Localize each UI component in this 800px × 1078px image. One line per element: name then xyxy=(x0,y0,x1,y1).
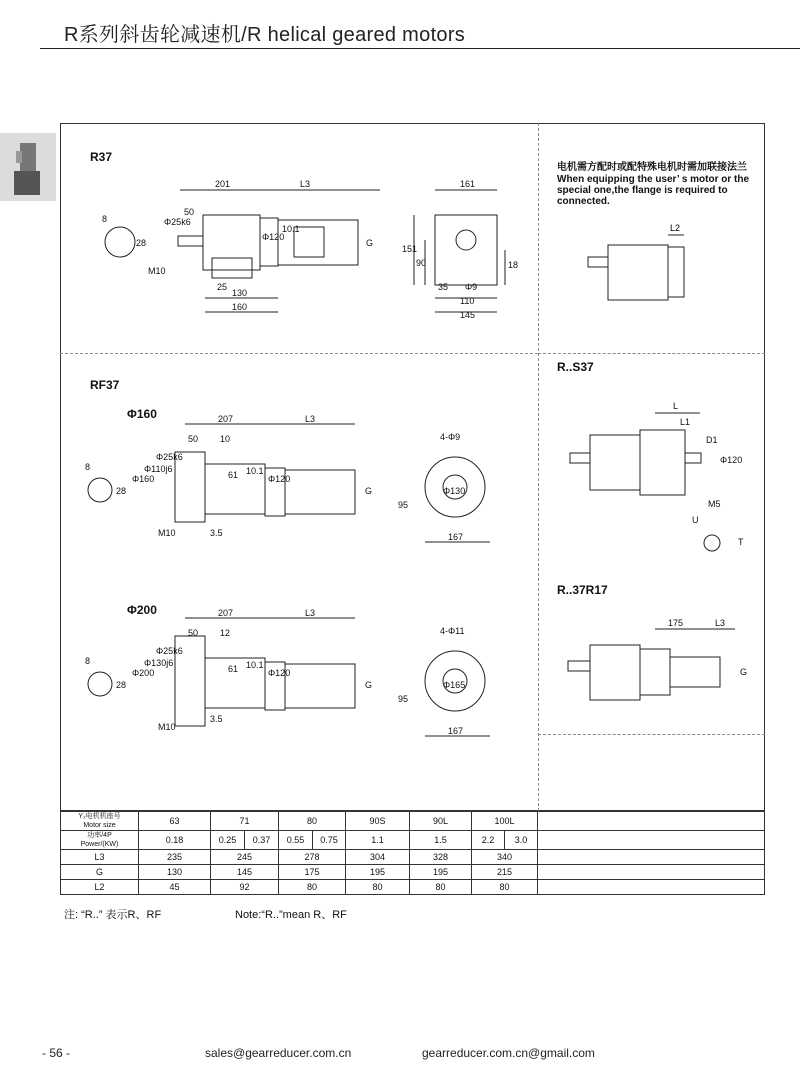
dim-rf200-12: 12 xyxy=(220,628,231,638)
dim-rs37-u: U xyxy=(692,515,699,525)
rs37-drawing xyxy=(560,395,760,565)
dim-rf160-50: 50 xyxy=(188,434,199,444)
dim-rf160-167: 167 xyxy=(448,532,464,542)
dim-rs37-t: T xyxy=(738,537,744,547)
dim-rf160-phi160: Φ160 xyxy=(132,474,155,484)
dim-r37-130: 130 xyxy=(232,288,248,298)
dim-r37-25: 25 xyxy=(217,282,228,292)
table-cell: 92 xyxy=(211,880,279,895)
dim-rf160-phi130: Φ130 xyxy=(443,486,466,496)
table-cell xyxy=(538,831,765,850)
dim-rs37-m5: M5 xyxy=(708,499,721,509)
page-number: - 56 - xyxy=(42,1046,71,1060)
dim-r37-m10: M10 xyxy=(148,266,166,276)
flange-sketch xyxy=(560,215,760,315)
dim-r37-160: 160 xyxy=(232,302,248,312)
gearmotor-thumbnail-icon xyxy=(0,133,56,201)
table-cell xyxy=(538,865,765,880)
header-rule xyxy=(40,48,800,49)
dim-rf200-8: 8 xyxy=(85,656,91,666)
dim-rf200-61: 61 xyxy=(228,664,239,674)
table-cell: 328 xyxy=(410,850,472,865)
dim-rf160-25k6: Φ25k6 xyxy=(156,452,183,462)
dim-rf200-3-5: 3.5 xyxy=(210,714,223,724)
r37-drawing xyxy=(60,170,538,350)
row-label: L3 xyxy=(61,850,139,865)
table-row xyxy=(61,850,765,865)
dim-r37-phi9: Φ9 xyxy=(465,282,478,292)
table-cell: 80 xyxy=(472,880,538,895)
footer-email-sales[interactable]: sales@gearreducer.com.cn xyxy=(205,1046,352,1060)
dim-rf200-120: Φ120 xyxy=(268,668,291,678)
spec-table xyxy=(60,811,765,895)
table-cell: 80 xyxy=(410,880,472,895)
dim-r37-18: 18 xyxy=(508,260,519,270)
dim-r37-90: 90 xyxy=(416,258,427,268)
table-cell: 340 xyxy=(472,850,538,865)
r37r17-drawing xyxy=(560,615,760,715)
model-label-rs37: R..S37 xyxy=(557,360,594,374)
table-cell: 304 xyxy=(346,850,410,865)
dim-r37-201: 201 xyxy=(215,179,231,189)
dim-rf200-g: G xyxy=(365,680,373,690)
table-cell: 90S xyxy=(346,812,410,831)
dim-rf200-l3: L3 xyxy=(305,608,316,618)
footer-email-gmail[interactable]: gearreducer.com.cn@gmail.com xyxy=(422,1046,595,1060)
dim-rf160-g: G xyxy=(365,486,373,496)
table-cell: 90L xyxy=(410,812,472,831)
table-cell: 245 xyxy=(211,850,279,865)
table-cell: 0.37 xyxy=(245,831,279,850)
dim-rs37-l: L xyxy=(673,401,679,411)
flange-note-cn: 电机需方配时或配特殊电机时需加联接法兰 xyxy=(557,162,747,173)
dim-flange-l2: L2 xyxy=(670,223,681,233)
dim-rf200-10-1: 10.1 xyxy=(246,660,264,670)
table-cell: 0.25 xyxy=(211,831,245,850)
table-cell: 0.18 xyxy=(139,831,211,850)
rf37-160-drawing xyxy=(60,412,538,552)
table-cell: 145 xyxy=(211,865,279,880)
dim-r37-25k6: Φ25k6 xyxy=(164,217,191,227)
flange-label-160: Φ160 xyxy=(127,407,157,421)
dim-r37-110: 110 xyxy=(460,296,475,306)
table-cell: 175 xyxy=(279,865,346,880)
table-cell: 195 xyxy=(410,865,472,880)
table-cell: 2.2 xyxy=(472,831,505,850)
dim-r37r17-g: G xyxy=(740,667,748,677)
dim-r37-35: 35 xyxy=(438,282,449,292)
table-cell xyxy=(538,880,765,895)
dim-r37-28: 28 xyxy=(136,238,147,248)
table-cell: 80 xyxy=(346,880,410,895)
dim-rf160-10: 10 xyxy=(220,434,231,444)
dim-rf160-95: 95 xyxy=(398,500,409,510)
model-label-rf37: RF37 xyxy=(90,378,120,392)
dim-r37-161: 161 xyxy=(460,179,476,189)
row-divider xyxy=(538,353,765,354)
row-divider xyxy=(538,734,765,735)
row-label: 功率/4P Power/(KW) xyxy=(61,831,139,850)
table-cell: 3.0 xyxy=(505,831,538,850)
footnote-cn: 注: “R..” 表示R、RF xyxy=(64,909,162,921)
flange-note-en: When equipping the user’ s motor or the special one,the flange is required to connected. xyxy=(557,174,750,207)
dim-rf200-167: 167 xyxy=(448,726,464,736)
table-cell: 235 xyxy=(139,850,211,865)
dim-r37-l3: L3 xyxy=(300,179,311,189)
dim-rf200-phi200: Φ200 xyxy=(132,668,155,678)
dim-rf160-8: 8 xyxy=(85,462,91,472)
dim-rf200-207: 207 xyxy=(218,608,234,618)
model-label-r37r17: R..37R17 xyxy=(557,583,608,597)
table-row xyxy=(61,880,765,895)
dim-r37-145: 145 xyxy=(460,310,476,320)
row-label: L2 xyxy=(61,880,139,895)
table-cell xyxy=(538,812,765,831)
dim-r37r17-175: 175 xyxy=(668,618,684,628)
dim-rf160-l3: L3 xyxy=(305,414,316,424)
dim-rf200-phi165: Φ165 xyxy=(443,680,466,690)
dim-rf160-4phi9: 4-Φ9 xyxy=(440,432,461,442)
table-cell: 0.55 xyxy=(279,831,313,850)
page-title: R系列斜齿轮减速机/R helical geared motors xyxy=(64,24,466,46)
table-cell: 45 xyxy=(139,880,211,895)
dim-rf160-110j6: Φ110j6 xyxy=(144,464,173,474)
dim-r37-50: 50 xyxy=(184,207,195,217)
table-row xyxy=(61,831,765,850)
dim-rs37-d1: D1 xyxy=(706,435,718,445)
dim-rs37-l1: L1 xyxy=(680,417,691,427)
dim-r37-8: 8 xyxy=(102,214,108,224)
footnote-en: Note:“R..”mean R、RF xyxy=(235,909,347,921)
table-cell: 80 xyxy=(279,812,346,831)
row-divider xyxy=(60,353,538,354)
dim-r37-10-1: 10.1 xyxy=(282,224,300,234)
model-label-r37: R37 xyxy=(90,150,113,164)
dim-rf200-25k6: Φ25k6 xyxy=(156,646,183,656)
dim-rf160-28: 28 xyxy=(116,486,127,496)
dim-rf160-207: 207 xyxy=(218,414,234,424)
dim-rf160-61: 61 xyxy=(228,470,239,480)
table-cell: 100L xyxy=(472,812,538,831)
row-label: Y₂电机机座号 Motor size xyxy=(61,812,139,831)
dim-rf160-3-5: 3.5 xyxy=(210,528,223,538)
dim-rf160-10-1: 10.1 xyxy=(246,466,264,476)
dim-rf200-4phi11: 4-Φ11 xyxy=(440,626,465,636)
table-cell: 71 xyxy=(211,812,279,831)
table-cell: 63 xyxy=(139,812,211,831)
dim-rf200-95: 95 xyxy=(398,694,409,704)
table-cell: 1.5 xyxy=(410,831,472,850)
table-cell: 215 xyxy=(472,865,538,880)
table-cell: 0.75 xyxy=(313,831,346,850)
dim-rf200-50: 50 xyxy=(188,628,199,638)
table-cell: 278 xyxy=(279,850,346,865)
dim-rs37-phi120: Φ120 xyxy=(720,455,743,465)
dim-r37-151: 151 xyxy=(402,244,418,254)
table-cell xyxy=(538,850,765,865)
row-label: G xyxy=(61,865,139,880)
dim-r37-120: Φ120 xyxy=(262,232,285,242)
table-row xyxy=(61,812,765,831)
table-cell: 195 xyxy=(346,865,410,880)
table-row xyxy=(61,865,765,880)
table-cell: 80 xyxy=(279,880,346,895)
rf37-200-drawing xyxy=(60,606,538,746)
dim-rf200-28: 28 xyxy=(116,680,127,690)
dim-rf160-120: Φ120 xyxy=(268,474,291,484)
table-cell: 1.1 xyxy=(346,831,410,850)
dim-r37-g: G xyxy=(366,238,374,248)
dim-rf160-m10: M10 xyxy=(158,528,176,538)
section-tab-thumbnail xyxy=(0,133,56,201)
dim-r37r17-l3: L3 xyxy=(715,618,726,628)
dim-rf200-m10: M10 xyxy=(158,722,176,732)
dim-rf200-130j6: Φ130j6 xyxy=(144,658,174,668)
table-cell: 130 xyxy=(139,865,211,880)
flange-label-200: Φ200 xyxy=(127,603,157,617)
column-divider xyxy=(538,123,539,811)
